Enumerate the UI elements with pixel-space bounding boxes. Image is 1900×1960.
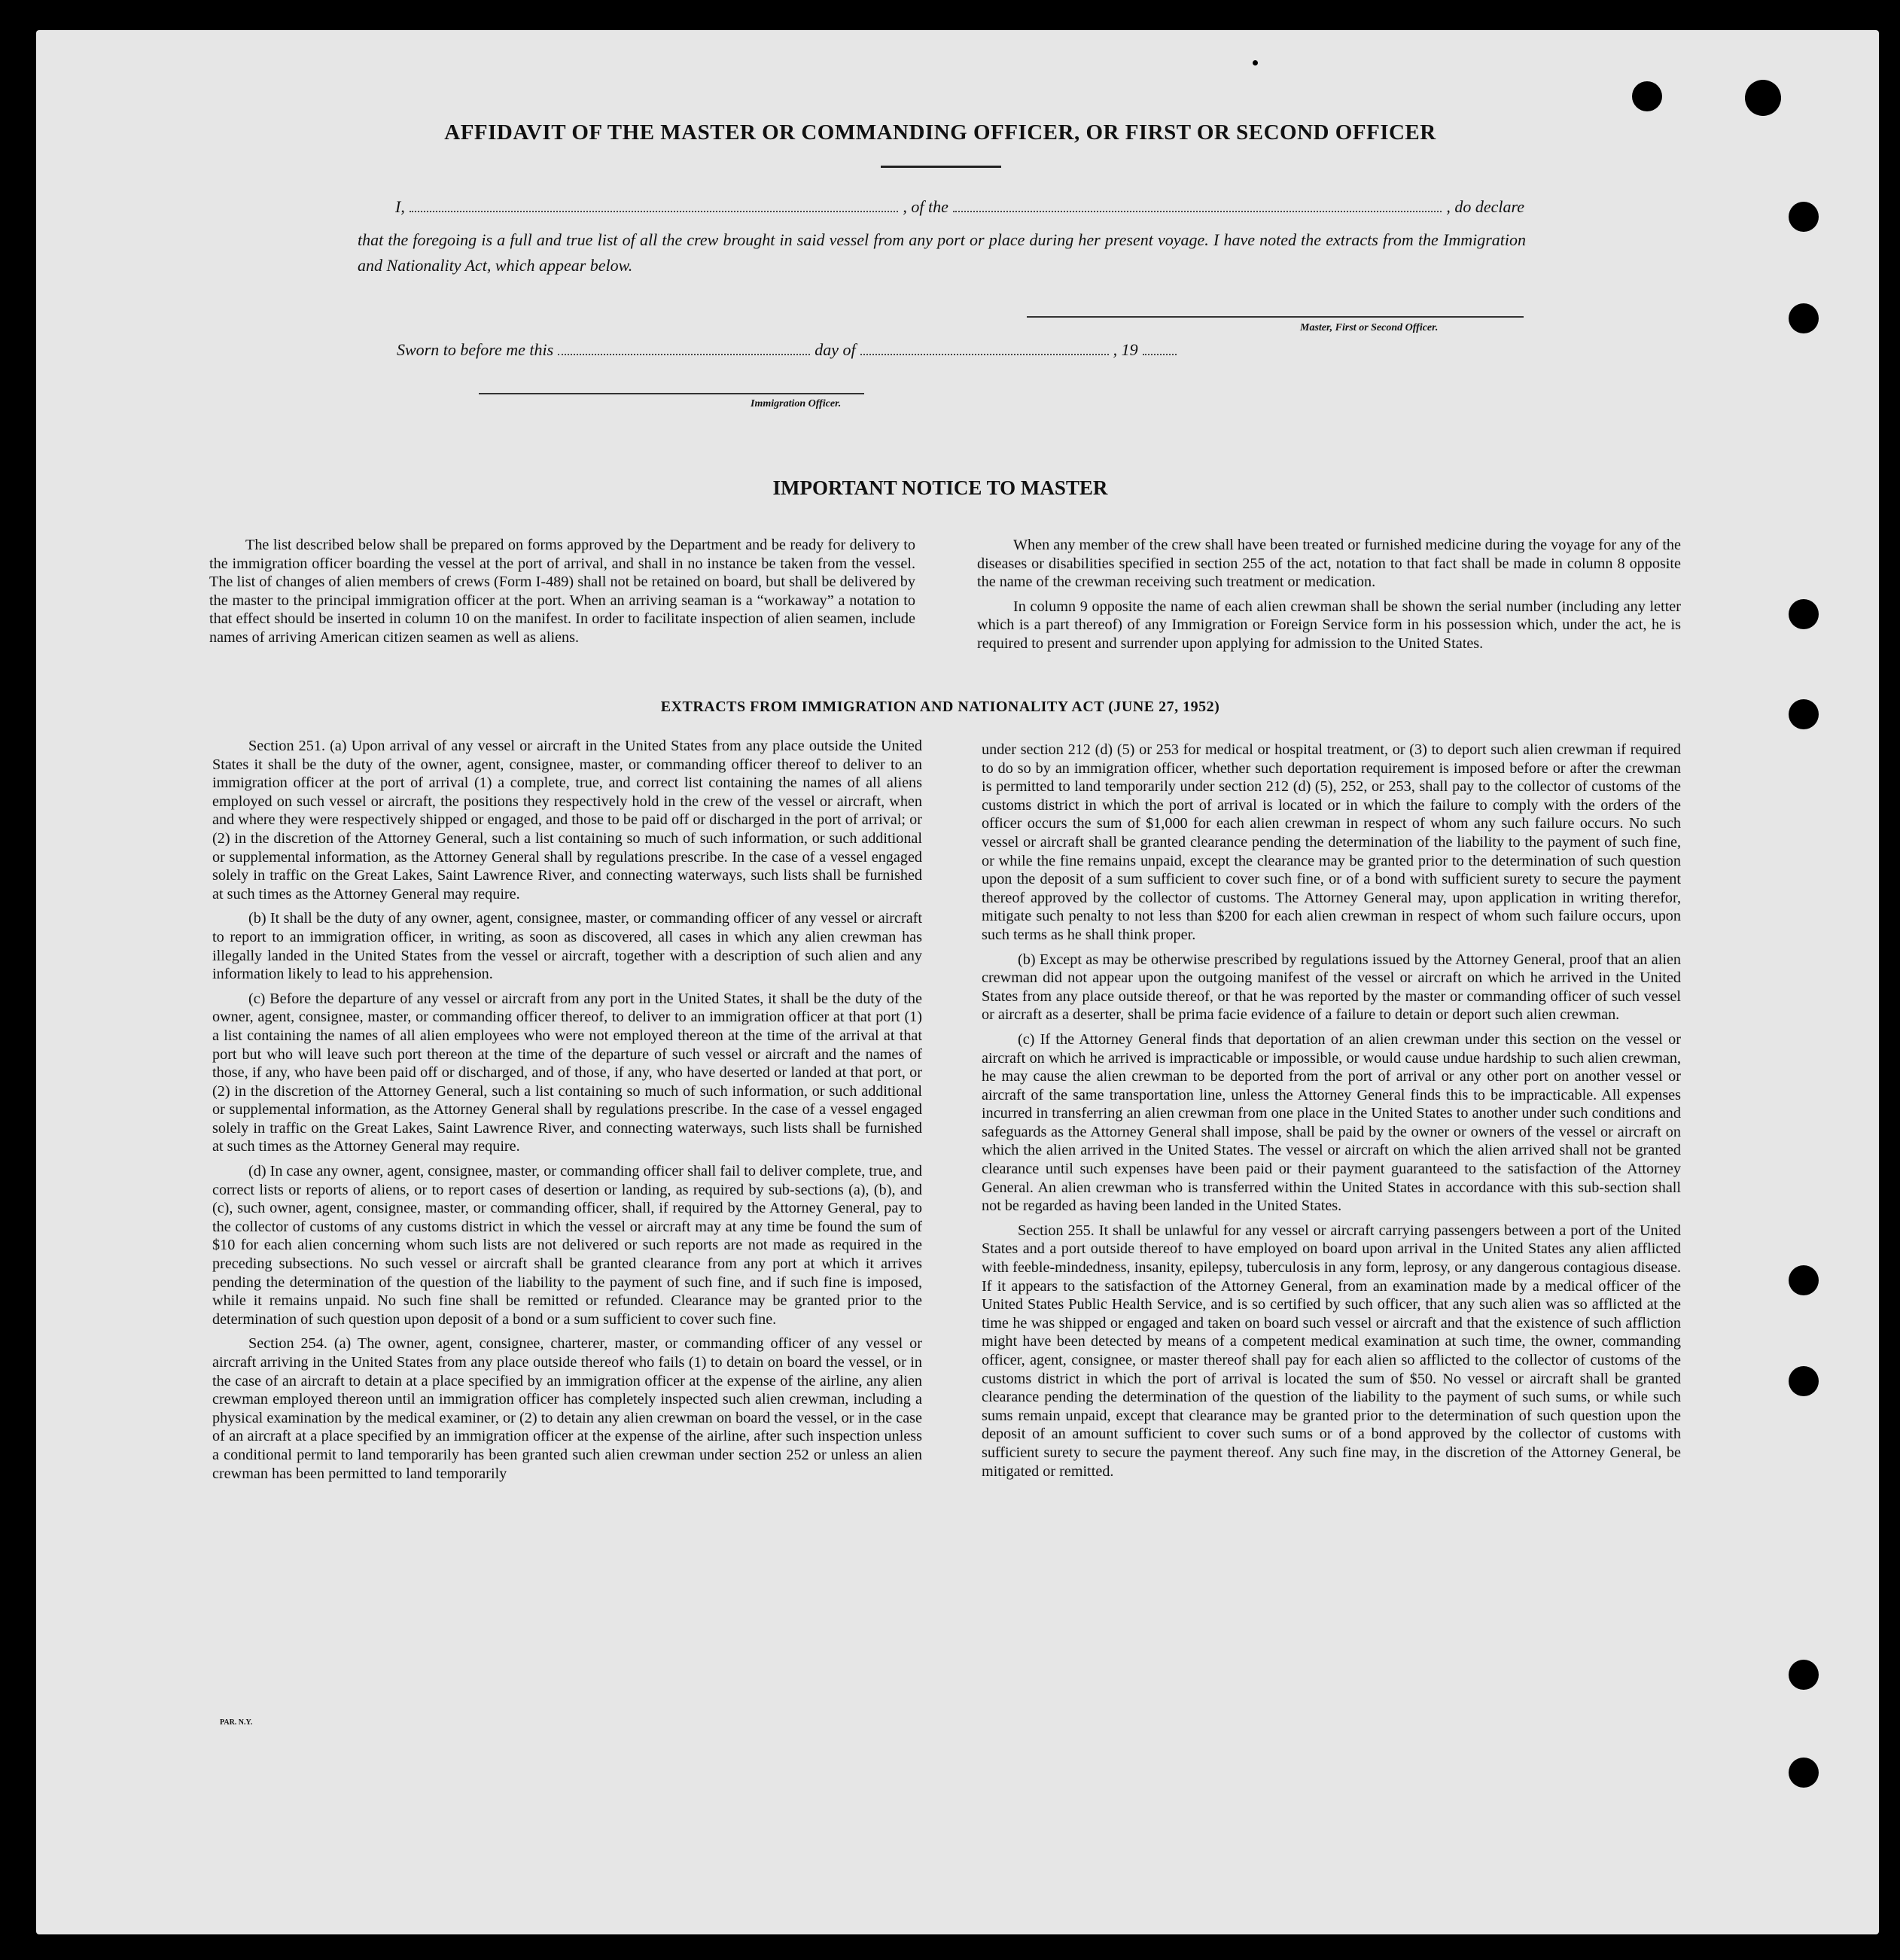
notice-left-paragraph: The list described below shall be prepared on forms approved by the Department and be ready for delivery to the immigration officer boarding the vessel at the port of arrival, and shall in no instance be taken from the vessel. The list of changes of alien members of crews (Form I-489) shall not be retained on board, but shall be delivered by the master to the principal immigration officer at the port. When an arriving seaman is a “workaway” a notation to that effect should be inserted in column 10 on the manifest. In order to facilitate inspection of alien seamen, include names of arriving American citizen seamen as well as aliens. bbox=[209, 537, 915, 646]
label-year: , 19 bbox=[1113, 340, 1138, 359]
label-of-the: , of the bbox=[903, 197, 948, 216]
extracts-title: EXTRACTS FROM IMMIGRATION AND NATIONALITY ACT (JUNE 27, 1952) bbox=[660, 698, 1220, 715]
master-signature-line[interactable] bbox=[1027, 316, 1524, 318]
punch-hole bbox=[1745, 80, 1781, 116]
vessel-blank[interactable] bbox=[953, 199, 1442, 212]
section-254-c: (c) If the Attorney General finds that deportation of an alien crewman under this section on the vessel or aircraft on which he arrived is impracticable or impossible, or would cause undue hardship to such alien crewman, he may cause the alien crewman to be deported from the port of arrival or any other port on another vessel or aircraft of the same transportation line, unless the Attorney General finds this to be impracticable. All expenses incurred in transferring an alien crewman from one place in the United States to another under such conditions and safeguards as the Attorney General shall impose, shall be paid by the owner or owners of the vessel or aircraft on which the alien arrived in the United States. The vessel or aircraft on which the alien arrived shall not be granted clearance until such expenses have been paid or their payment guaranteed to the satisfaction of the Attorney General. An alien crewman who is transferred within the United States in accordance with this sub-section shall not be regarded as having been landed in the United States. bbox=[982, 1030, 1681, 1215]
notice-title: IMPORTANT NOTICE TO MASTER bbox=[772, 476, 1108, 499]
day-blank[interactable] bbox=[558, 342, 810, 355]
officer-signature-label: Immigration Officer. bbox=[751, 398, 842, 409]
section-251-d: (d) In case any owner, agent, consignee, master, or commanding officer shall fail to deliver complete, true, and correct lists or reports of aliens, or to report cases of desertion or landing, as required by sub-sections (a), (b), and (c), such owner, agent, consignee, master, or commanding officer, shall, if required by the Attorney General, pay to the collector of customs of any customs district in which the vessel or aircraft may at any time be found the sum of $10 for each alien concerning whom such lists are not delivered or such reports are not made as required in the preceding subsections. No such vessel or aircraft shall be granted clearance from any port at which it arrives pending the determination of the question of the liability to the payment of such fine, and if such fine is imposed, while it remains unpaid. No such fine shall be remitted or refunded. Clearance may be granted prior to the determination of such question upon deposit of a bond or a sum sufficient to cover such fine. bbox=[212, 1163, 922, 1328]
section-251-b: (b) It shall be the duty of any owner, agent, consignee, master, or commanding officer of any vessel or aircraft to report to an immigration officer, in writing, as soon as discovered, all cases in which any alien crewman has illegally landed in the United States from the vessel or aircraft, together with a description of such alien and any information likely to lead to his apprehension. bbox=[212, 910, 922, 983]
punch-hole bbox=[1789, 699, 1819, 729]
notice-right-paragraph-2: In column 9 opposite the name of each alien crewman shall be shown the serial number (including any letter which is a part thereof) of any Immigration or Foreign Service form in his possession which, under the act, he is required to present and surrender upon applying for admission to the United States. bbox=[977, 598, 1681, 652]
punch-hole bbox=[1789, 1758, 1819, 1788]
section-255: Section 255. It shall be unlawful for any vessel or aircraft carrying passengers between a port of the United States and a port outside thereof to have employed on board upon arrival in the United States any alien afflicted with feeble-mindedness, insanity, epilepsy, tuberculosis in any form, leprosy, or any dangerous contagious disease. If it appears to the satisfaction of the Attorney General, from an examination made by a medical officer of the United States Public Health Service, and is so certified by such officer, that any such alien was so afflicted at the time he was shipped or engaged and taken on board such vessel or aircraft and that the existence of such affliction might have been detected by means of a competent medical examination at such time, the owner, commanding officer, agent, consignee, or master thereof shall pay for each alien so afflicted to the collector of customs of the customs district in which the port of arrival is located the sum of $50. No vessel or aircraft shall be granted clearance pending the determination of the question of the liability to the payment of such sums, or while such sums remain unpaid, except that clearance may be granted prior to the determination of such question upon the deposit of an amount sufficient to cover such sums or of a bond approved by the collector of customs with sufficient surety to secure the payment thereof. Any such fine may, in the discretion of the Attorney General, be mitigated or remitted. bbox=[982, 1222, 1681, 1480]
punch-hole bbox=[1789, 1660, 1819, 1690]
extracts-right-column bbox=[982, 741, 1681, 1487]
label-day-of: day of bbox=[815, 340, 856, 359]
punch-hole bbox=[1789, 599, 1819, 629]
notice-right-paragraph-1: When any member of the crew shall have been treated or furnished medicine during the voyage for any of the diseases or disabilities specified in section 255 of the act, notation to that fact shall be made in column 8 opposite the name of the crewman receiving such treatment or medication. bbox=[977, 537, 1681, 591]
year-blank[interactable] bbox=[1143, 342, 1177, 355]
officer-signature-line[interactable] bbox=[479, 393, 864, 394]
printer-mark: PAR. N.Y. bbox=[220, 1718, 253, 1727]
punch-hole bbox=[1632, 81, 1662, 111]
sworn-line bbox=[397, 340, 1247, 360]
speck-mark bbox=[1253, 60, 1258, 65]
punch-hole bbox=[1789, 1366, 1819, 1396]
label-do-declare: , do declare bbox=[1446, 197, 1525, 216]
notice-right-column bbox=[977, 536, 1681, 659]
section-251-c: (c) Before the departure of any vessel or aircraft from any port in the United States, it shall be the duty of the owner, agent, consignee, master, or commanding officer thereof, to deliver to an immigration officer at that port (1) a list containing the names of all alien employees who were not employed thereon at the time of the arrival at that port but who will leave such port thereon at the time of the departure of such vessel or aircraft and the names of those, if any, who have been paid off or discharged, and of those, if any, who have deserted or landed at that port, or (2) in the discretion of the Attorney General, such a list containing so much of such information, or such additional or supplemental information, as the Attorney General shall by regulations prescribe. In the case of a vessel engaged solely in traffic on the Great Lakes, Saint Lawrence River, and connecting waterways, such lists shall be furnished at such times as the Attorney General may require. bbox=[212, 990, 922, 1155]
name-blank[interactable] bbox=[410, 199, 899, 212]
section-254-b: (b) Except as may be otherwise prescribed by regulations issued by the Attorney General, proof that an alien crewman did not appear upon the outgoing manifest of the vessel or aircraft on which he arrived in the United States from any place outside thereof, or that he was reported by the master or commanding officer of such vessel or aircraft as a deserter, shall be prima facie evidence of a failure to detain or deport such alien crewman. bbox=[982, 951, 1681, 1024]
month-blank[interactable] bbox=[860, 342, 1109, 355]
section-251-a: Section 251. (a) Upon arrival of any vessel or aircraft in the United States from any place outside the United States it shall be the duty of the owner, agent, consignee, master, or commanding officer thereof to deliver to an immigration officer at the port of arrival (1) a complete, true, and correct list containing the names of all aliens employed on such vessel or aircraft, the positions they respectively hold in the crew of the vessel or aircraft, when and where they were respectively shipped or engaged, and those to be paid off or discharged in the port of arrival; or (2) in the discretion of the Attorney General, such a list containing so much of such information, or such additional or supplemental information, as the Attorney General shall by regulations prescribe. In the case of a vessel engaged solely in traffic on the Great Lakes, Saint Lawrence River, and connecting waterways, such lists shall be furnished at such times as the Attorney General may require. bbox=[212, 738, 922, 902]
affidavit-title: AFFIDAVIT OF THE MASTER OR COMMANDING OFFICER, OR FIRST OR SECOND OFFICER bbox=[444, 120, 1436, 145]
section-254-a: Section 254. (a) The owner, agent, consignee, charterer, master, or commanding officer of any vessel or aircraft arriving in the United States from any place outside thereof who fails (1) to detain on board the vessel, or in the case of an aircraft to detain at a place specified by an immigration officer at the expense of the airline, any alien crewman employed thereon until an immigration officer has completely inspected such alien crewman, including a physical examination by the medical examiner, or (2) to detain any alien crewman on board the vessel, or in the case of an aircraft at a place specified by an immigration officer at the expense of the airline, after such inspection unless a conditional permit to land temporarily has been granted such alien crewman under section 252 or unless an alien crewman has been permitted to land temporarily bbox=[212, 1335, 922, 1482]
extracts-left-column bbox=[212, 737, 922, 1489]
label-i: I, bbox=[395, 197, 405, 216]
punch-hole bbox=[1789, 202, 1819, 232]
punch-hole bbox=[1789, 1265, 1819, 1295]
master-signature-label: Master, First or Second Officer. bbox=[1300, 322, 1439, 333]
label-sworn: Sworn to before me this bbox=[397, 340, 554, 359]
declaration-text: that the foregoing is a full and true list of all the crew brought in said vessel from any port or place during her present voyage. I have noted the extracts from the Immigration and Nationality Act, which appear below. bbox=[358, 230, 1526, 275]
punch-hole bbox=[1789, 303, 1819, 333]
declarant-line bbox=[395, 197, 1524, 217]
notice-left-column bbox=[209, 536, 915, 653]
section-254-a-continued: under section 212 (d) (5) or 253 for medical or hospital treatment, or (3) to deport such alien crewman if required to do so by an immigration officer, whether such deportation requirement is imposed before or after the crewman is permitted to land temporarily under section 212 (d) (5), 252, or 253, shall pay to the collector of customs of the customs district in which the port of arrival is located or in which the failure to comply with the orders of the officer occurs the sum of $1,000 for each alien crewman in respect of whom any such failure occurs. No such vessel or aircraft shall be granted clearance pending the determination of the liability to the payment of such fine, or while the fine remains unpaid, except the clearance may be granted prior to the determination of such question upon the deposit of a sum sufficient to cover such fine, or of a bond with sufficient surety to secure the payment thereof approved by the collector of customs. The Attorney General may, upon application in writing therefor, mitigate such penalty to not less than $200 for each alien crewman in respect of whom such failure occurs, upon such terms as he shall think proper. bbox=[982, 741, 1681, 943]
title-underline bbox=[881, 166, 1001, 168]
